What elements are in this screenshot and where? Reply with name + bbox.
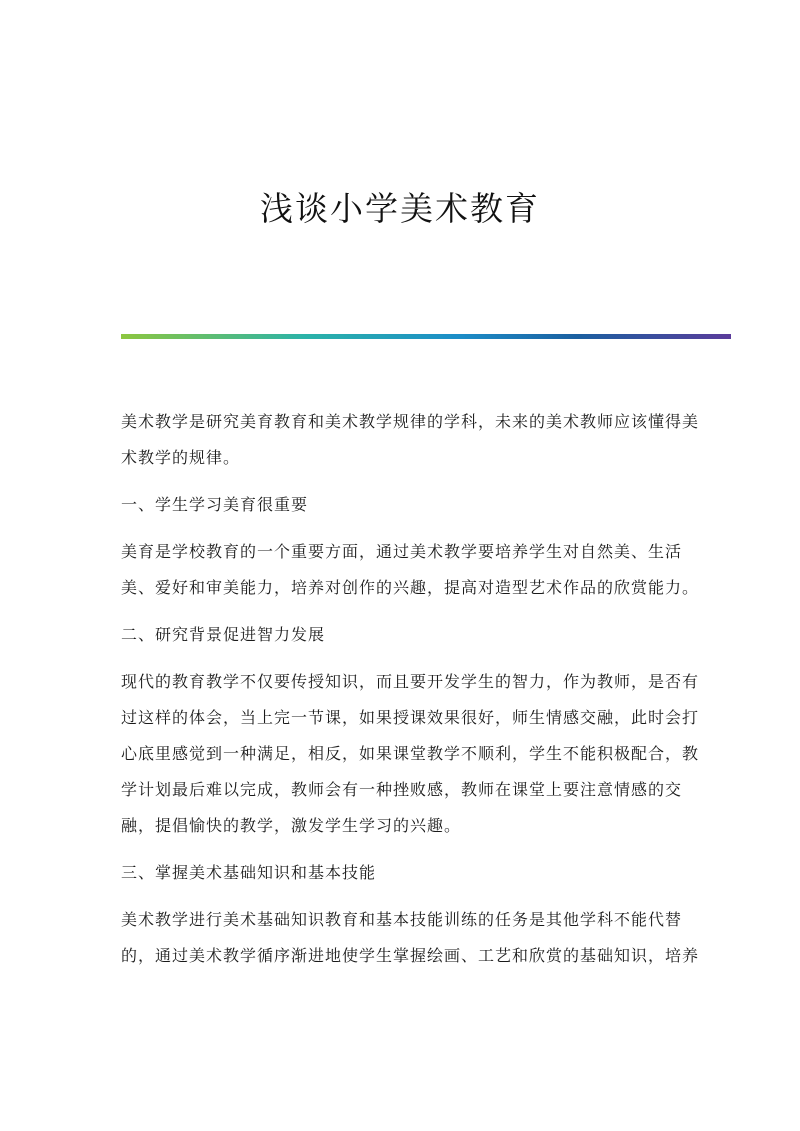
- paragraph-line: 学计划最后难以完成，教师会有一种挫败感，教师在课堂上要注意情感的交: [121, 780, 683, 799]
- section-heading-1: 一、学生学习美育很重要: [121, 495, 309, 514]
- paragraph-line: 的，通过美术教学循序渐进地使学生掌握绘画、工艺和欣赏的基础知识，培养: [121, 946, 700, 965]
- paragraph-line: 过这样的体会，当上完一节课，如果授课效果很好，师生情感交融，此时会打: [121, 708, 700, 727]
- paragraph-intro: [121, 404, 700, 487]
- paragraph-line: 术教学的规律。: [121, 448, 241, 467]
- document-body: [121, 404, 700, 985]
- paragraph-line: 美、爱好和审美能力，培养对创作的兴趣，提高对造型艺术作品的欣赏能力。: [121, 578, 700, 597]
- document-title: 浅谈小学美术教育: [260, 189, 540, 228]
- paragraph-line: 心底里感觉到一种满足，相反，如果课堂教学不顺利，学生不能积极配合，教: [121, 744, 700, 763]
- paragraph-line: 美术教学进行美术基础知识教育和基本技能训练的任务是其他学科不能代替: [121, 910, 683, 929]
- paragraph-line: 美育是学校教育的一个重要方面，通过美术教学要培养学生对自然美、生活: [121, 542, 683, 561]
- section-heading-2: 二、研究背景促进智力发展: [121, 625, 326, 644]
- paragraph-line: 融，提倡愉快的教学，激发学生学习的兴趣。: [121, 816, 462, 835]
- paragraph-section-3: [121, 902, 700, 985]
- paragraph-line: 现代的教育教学不仅要传授知识，而且要开发学生的智力，作为教师，是否有: [121, 672, 700, 691]
- section-heading-3: 三、掌握美术基础知识和基本技能: [121, 863, 377, 882]
- title-divider: [121, 334, 731, 339]
- paragraph-line: 美术教学是研究美育教育和美术教学规律的学科，未来的美术教师应该懂得美: [121, 412, 700, 431]
- paragraph-section-1: [121, 534, 700, 617]
- paragraph-section-2: [121, 664, 700, 855]
